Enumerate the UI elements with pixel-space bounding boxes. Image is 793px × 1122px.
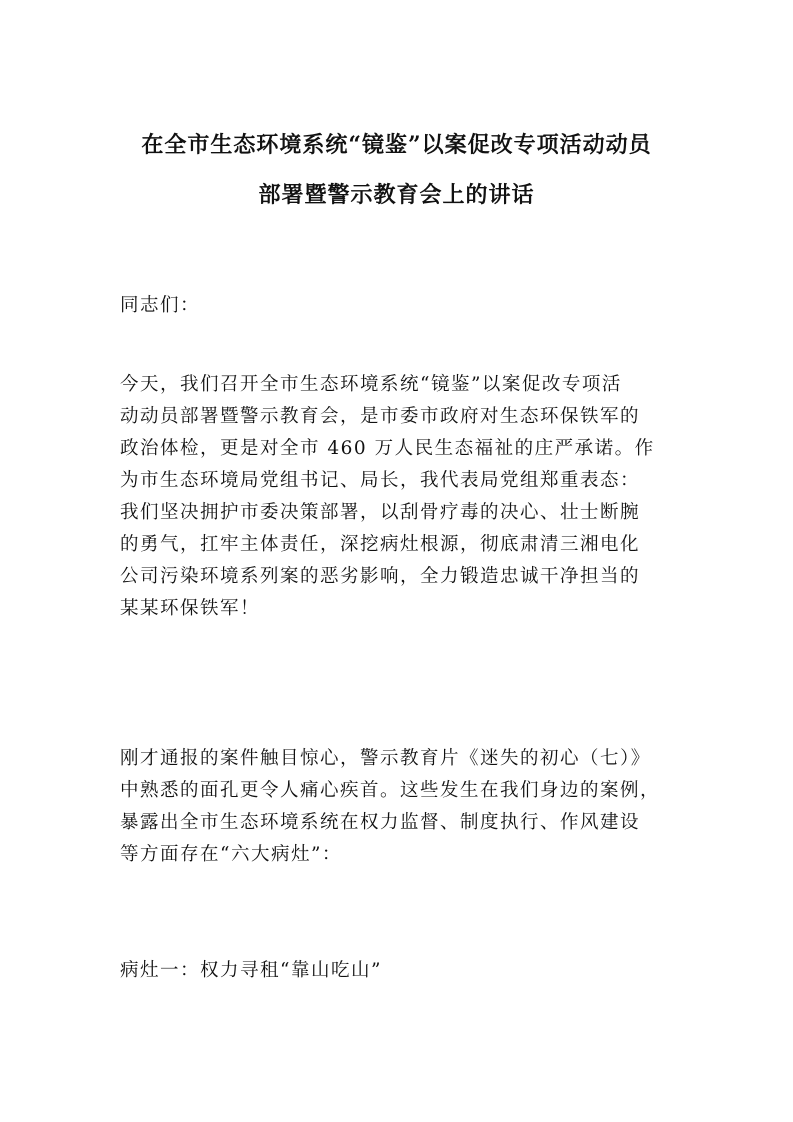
paragraph-line: 政治体检，更是对全市 460 万人民生态福祉的庄严承诺。作 (120, 438, 655, 459)
paragraph-line: 刚才通报的案件触目惊心，警示教育片《迷失的初心（七）》 (120, 748, 651, 769)
paragraph-line: 我们坚决拥护市委决策部署，以刮骨疗毒的决心、壮士断腕 (120, 502, 641, 523)
paragraph-case-report (120, 743, 700, 871)
paragraph-line: 暴露出全市生态环境系统在权力监督、制度执行、作风建设 (120, 812, 641, 833)
greeting: 同志们： (120, 295, 201, 316)
paragraph-line: 今天，我们召开全市生态环境系统“镜鉴”以案促改专项活 (120, 374, 622, 395)
paragraph-line: 某某环保铁军！ (120, 598, 261, 619)
document-title-line-2: 部署暨警示教育会上的讲话 (258, 182, 535, 208)
paragraph-line: 的勇气，扛牢主体责任，深挖病灶根源，彻底肃清三湘电化 (120, 534, 641, 555)
document-title-line-1: 在全市生态环境系统“镜鉴”以案促改专项活动动员 (141, 132, 652, 158)
paragraph-line: 中熟悉的面孔更令人痛心疾首。这些发生在我们身边的案例， (120, 780, 661, 801)
section-heading: 病灶一：权力寻租“靠山吃山” (120, 960, 382, 981)
paragraph-line: 动动员部署暨警示教育会，是市委市政府对生态环保铁军的 (120, 406, 641, 427)
paragraph-line: 等方面存在“六大病灶”： (120, 844, 342, 865)
paragraph-line: 为市生态环境局党组书记、局长，我代表局党组郑重表态： (120, 470, 641, 491)
paragraph-line: 公司污染环境系列案的恶劣影响，全力锻造忠诚干净担当的 (120, 566, 641, 587)
paragraph-opening (120, 369, 700, 625)
